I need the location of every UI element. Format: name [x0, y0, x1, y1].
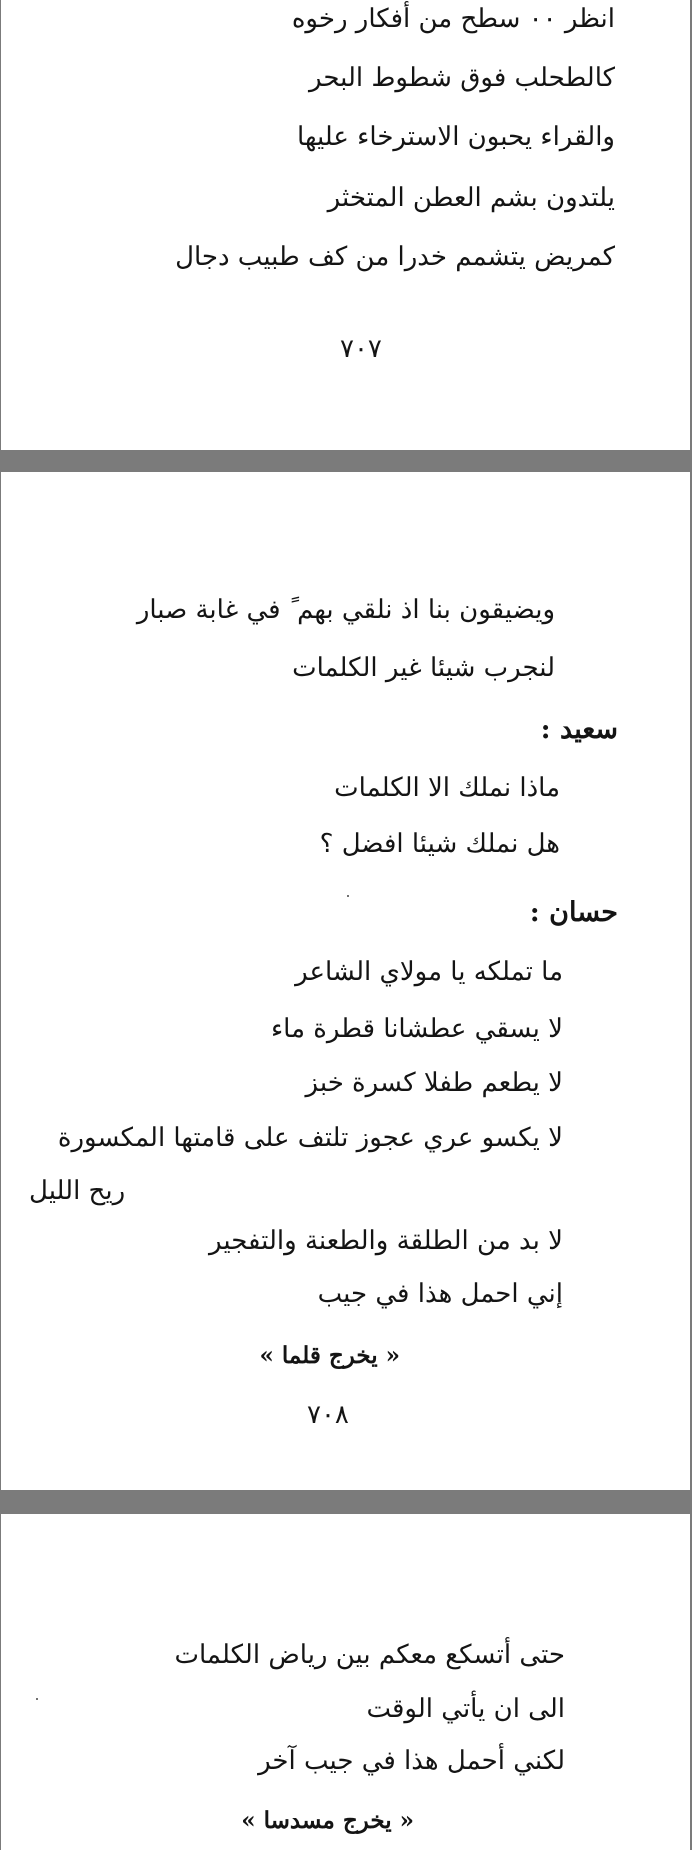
speaker-name: حسان : — [529, 897, 618, 928]
stage-direction: « يخرج مسدسا » — [241, 1807, 414, 1834]
dialogue-line: لا يطعم طفلا كسرة خبز — [305, 1068, 563, 1098]
page-number: ٧٠٨ — [307, 1400, 349, 1430]
dialogue-line: لا بد من الطلقة والطعنة والتفجير — [209, 1226, 563, 1256]
dialogue-line: ما تملكه يا مولاي الشاعر — [295, 957, 563, 987]
poem-line: والقراء يحبون الاسترخاء عليها — [297, 122, 615, 152]
poem-line: كمريض يتشمم خدرا من كف طبيب دجال — [175, 242, 615, 272]
dialogue-line: لا يكسو عري عجوز تلتف على قامتها المكسورة — [57, 1123, 563, 1153]
poem-line: لكني أحمل هذا في جيب آخر — [258, 1746, 565, 1776]
poem-line: انظر ٠٠ سطح من أفكار رخوه — [291, 4, 615, 34]
book-page-709 — [1, 1514, 690, 1850]
page-number: ٧٠٧ — [340, 334, 382, 364]
dialogue-line: هل نملك شيئا افضل ؟ — [319, 829, 560, 859]
dialogue-line: إني احمل هذا في جيب — [317, 1279, 563, 1309]
poem-line: كالطحلب فوق شطوط البحر — [308, 63, 615, 93]
book-page-708 — [1, 472, 690, 1490]
dialogue-line: ريح الليل — [29, 1176, 126, 1206]
book-page-707 — [1, 0, 690, 450]
poem-line: ويضيقون بنا اذ نلقي بهم ً في غابة صبار — [136, 595, 555, 625]
scan-speck — [36, 1698, 38, 1700]
scan-speck — [347, 895, 349, 897]
poem-line: لنجرب شيئا غير الكلمات — [292, 653, 555, 683]
speaker-name: سعيد : — [540, 714, 618, 745]
poem-line: الى ان يأتي الوقت — [366, 1694, 565, 1724]
dialogue-line: لا يسقي عطشانا قطرة ماء — [270, 1014, 563, 1044]
dialogue-line: ماذا نملك الا الكلمات — [334, 773, 560, 803]
stage-direction: « يخرج قلما » — [259, 1342, 400, 1369]
poem-line: حتى أتسكع معكم بين رياض الكلمات — [174, 1640, 565, 1670]
poem-line: يلتدون بشم العطن المتخثر — [327, 183, 615, 213]
